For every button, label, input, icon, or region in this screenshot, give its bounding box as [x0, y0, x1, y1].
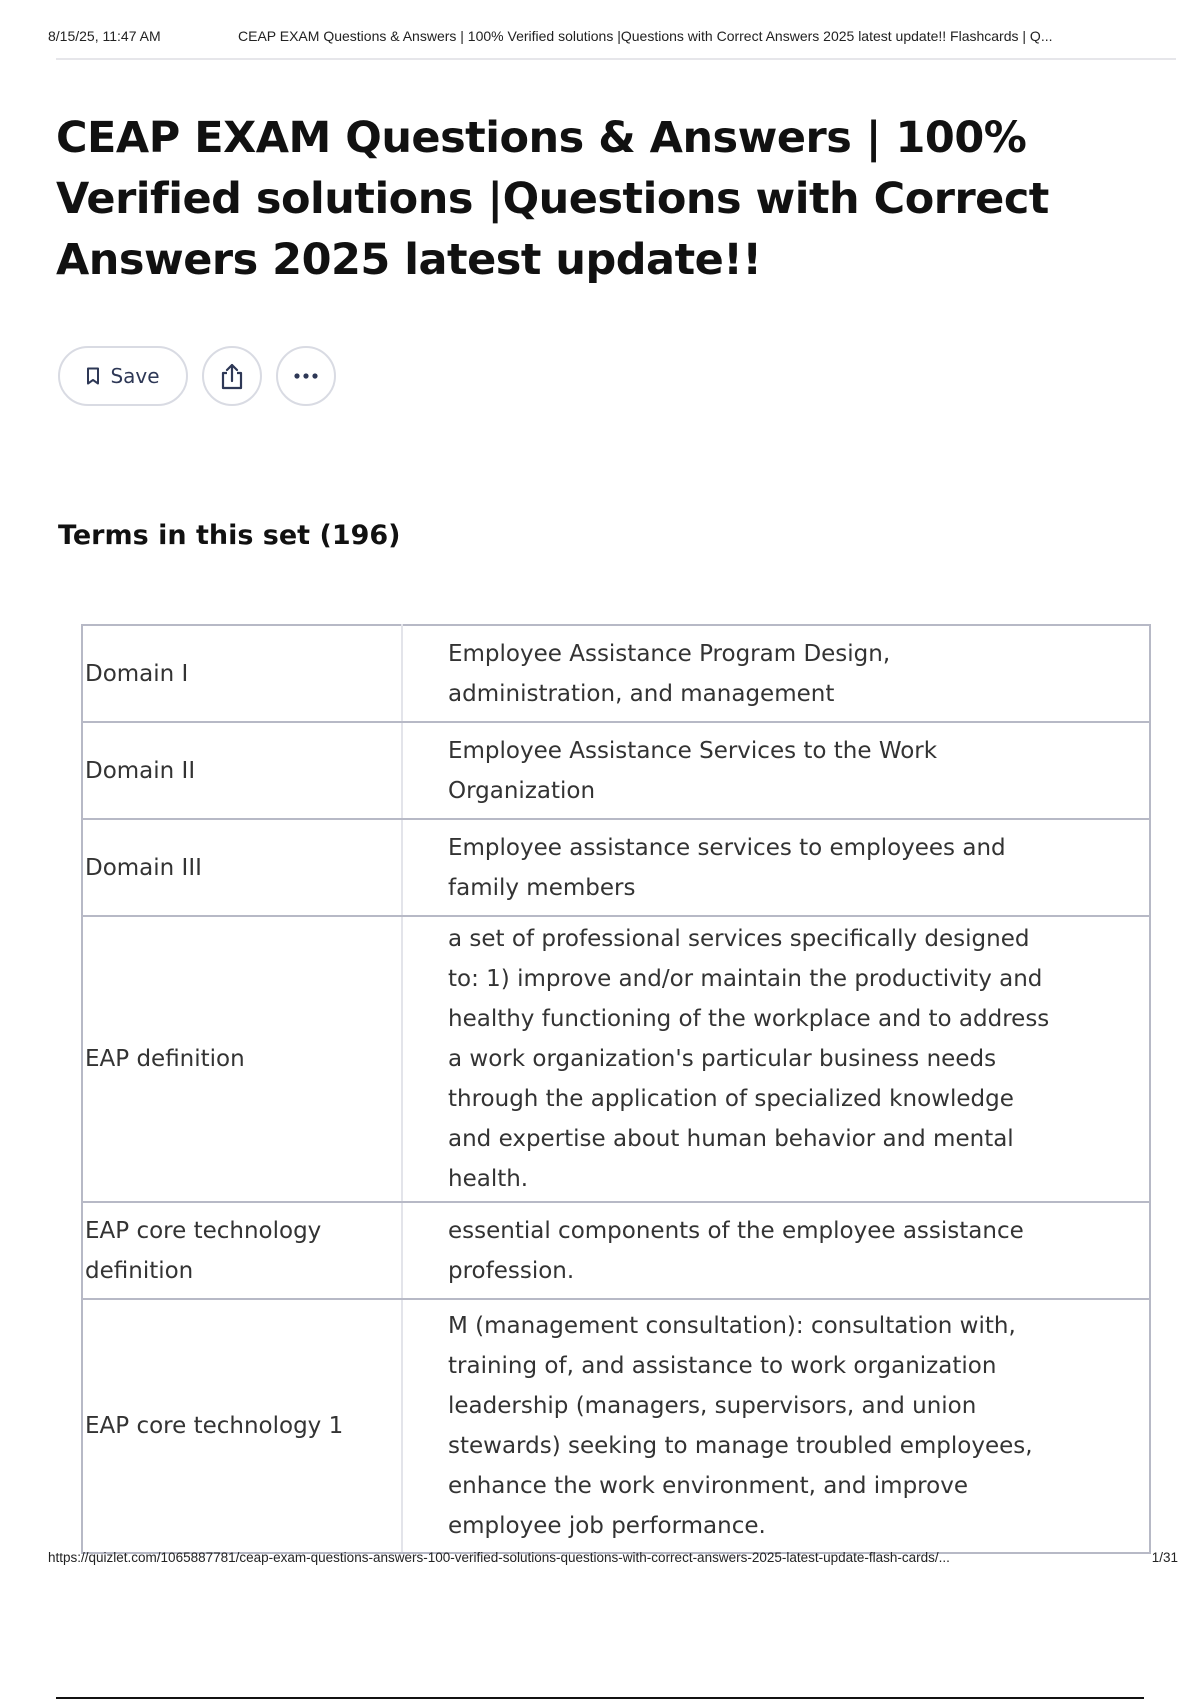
- table-row: [82, 625, 1150, 722]
- term-cell: Domain III: [82, 819, 402, 916]
- print-date: 8/15/25, 11:47 AM: [48, 28, 161, 44]
- term-cell: Domain I: [82, 625, 402, 722]
- definition-cell: Employee assistance services to employees and family members: [402, 819, 1150, 916]
- term-cell: EAP core technology 1: [82, 1299, 402, 1553]
- terms-table: [81, 624, 1151, 1554]
- action-bar: [58, 346, 336, 406]
- definition-cell: Employee Assistance Services to the Work Organization: [402, 722, 1150, 819]
- header-divider: [56, 58, 1176, 60]
- print-footer: [48, 1550, 1178, 1570]
- bookmark-icon: [86, 367, 100, 385]
- table-row: [82, 1299, 1150, 1553]
- share-icon: [219, 362, 245, 390]
- save-button[interactable]: [58, 346, 188, 406]
- term-cell: EAP core technology definition: [82, 1202, 402, 1299]
- definition-cell: M (management consultation): consultation with, training of, and assistance to work organization leadership (managers, supervisors, and union stewards) seeking to manage troubled employees, enhance the work environment, and improve employee job performance.: [402, 1299, 1150, 1553]
- definition-cell: essential components of the employee assistance profession.: [402, 1202, 1150, 1299]
- more-icon: [293, 372, 319, 380]
- definition-cell: a set of professional services specifically designed to: 1) improve and/or maintain the productivity and healthy functioning of the workplace and to address a work organization's particular business needs through the application of specialized knowledge and expertise about human behavior and mental health.: [402, 916, 1150, 1202]
- term-cell: EAP definition: [82, 916, 402, 1202]
- page-indicator: 1/31: [1151, 1550, 1178, 1565]
- share-button[interactable]: [202, 346, 262, 406]
- definition-cell: Employee Assistance Program Design, administration, and management: [402, 625, 1150, 722]
- save-label: Save: [110, 364, 160, 388]
- term-cell: Domain II: [82, 722, 402, 819]
- print-document-title: CEAP EXAM Questions & Answers | 100% Verified solutions |Questions with Correct Answers 2025 latest update!! Flashcards | Q...: [238, 28, 1053, 44]
- page-title: CEAP EXAM Questions & Answers | 100% Verified solutions |Questions with Correct Answers 2025 latest update!!: [56, 113, 1049, 285]
- page-bottom-divider: [56, 1697, 1144, 1699]
- terms-heading: Terms in this set (196): [58, 520, 401, 551]
- table-row: [82, 722, 1150, 819]
- table-row: [82, 1202, 1150, 1299]
- table-row: [82, 916, 1150, 1202]
- print-header: [48, 28, 1176, 50]
- more-options-button[interactable]: [276, 346, 336, 406]
- table-row: [82, 819, 1150, 916]
- page-url: https://quizlet.com/1065887781/ceap-exam-questions-answers-100-verified-solutions-questions-with-correct-answers-2025-latest-update-flash-cards/...: [48, 1550, 950, 1565]
